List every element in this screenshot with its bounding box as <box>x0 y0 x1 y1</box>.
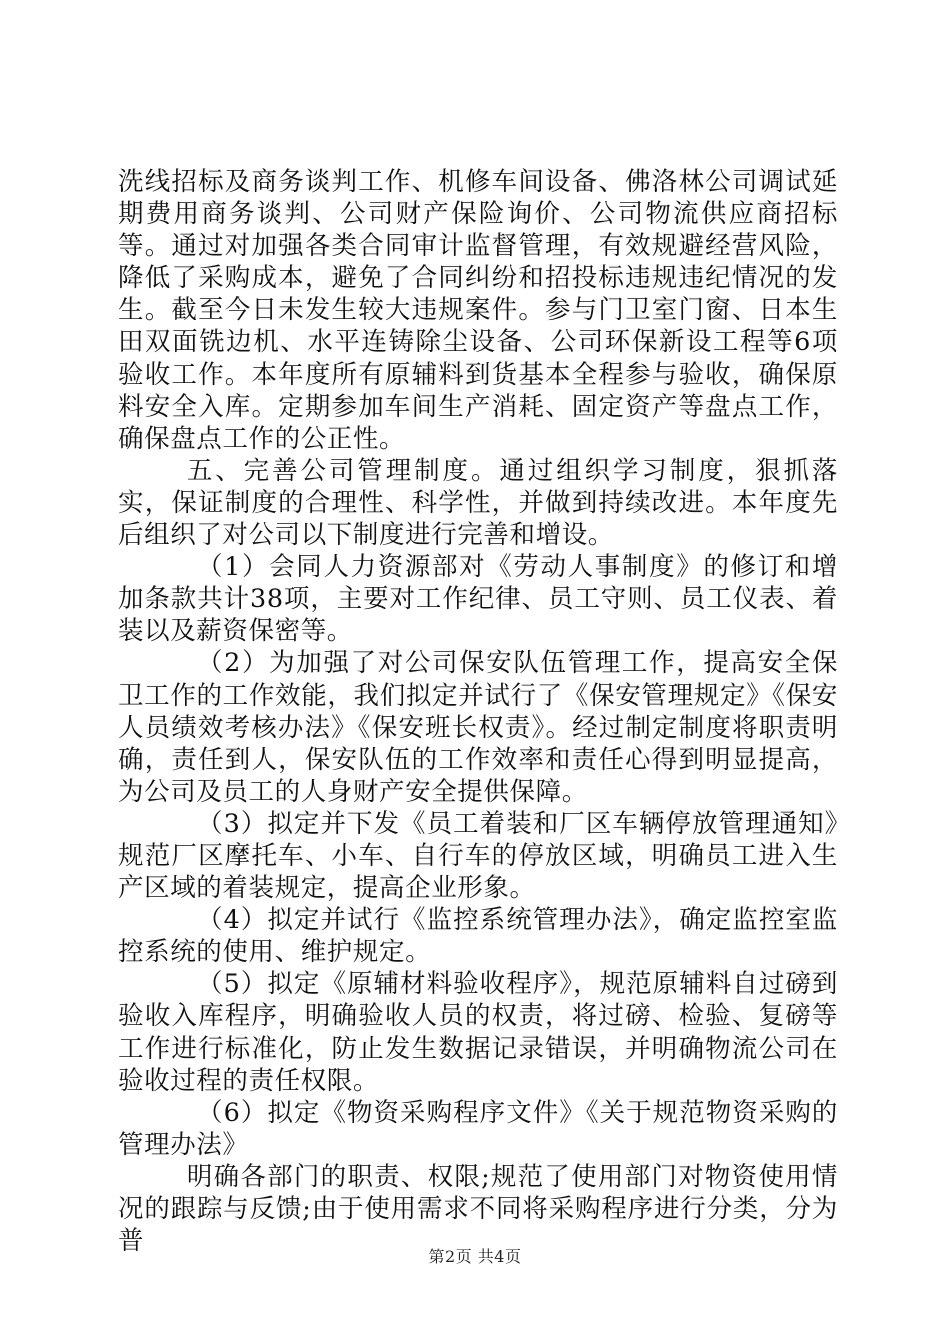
paragraph-item-6-detail: 明确各部门的职责、权限;规范了使用部门对物资使用情况的跟踪与反馈;由于使用需求不同将采购程序进行分类，分为普 <box>118 1161 838 1257</box>
document-body <box>118 166 838 1257</box>
paragraph-item-3: （3）拟定并下发《员工着装和厂区车辆停放管理通知》规范厂区摩托车、小车、自行车的停放区域，明确员工进入生产区域的着装规定，提高企业形象。 <box>118 808 838 904</box>
paragraph-item-4: （4）拟定并试行《监控系统管理办法》，确定监控室监控系统的使用、维护规定。 <box>118 905 838 968</box>
paragraph-section-five: 五、完善公司管理制度。通过组织学习制度，狠抓落实，保证制度的合理性、科学性，并做到持续改进。本年度先后组织了对公司以下制度进行完善和增设。 <box>118 455 838 551</box>
paragraph-item-1: （1）会同人力资源部对《劳动人事制度》的修订和增加条款共计38项，主要对工作纪律、员工守则、员工仪表、着装以及薪资保密等。 <box>118 552 838 647</box>
paragraph-item-2: （2）为加强了对公司保安队伍管理工作，提高安全保卫工作的工作效能，我们拟定并试行了《保安管理规定》《保安人员绩效考核办法》《保安班长权责》。经过制定制度将职责明确，责任到人，保安队伍的工作效率和责任心得到明显提高，为公司及员工的人身财产安全提供保障。 <box>118 648 838 807</box>
page-number-footer: 第2页 共4页 <box>428 1247 522 1266</box>
paragraph-item-5: （5）拟定《原辅材料验收程序》，规范原辅料自过磅到验收入库程序，明确验收人员的权责，将过磅、检验、复磅等工作进行标准化，防止发生数据记录错误，并明确物流公司在验收过程的责任权限。 <box>118 969 838 1096</box>
paragraph-item-6: （6）拟定《物资采购程序文件》《关于规范物资采购的管理办法》 <box>118 1097 838 1160</box>
paragraph-continuation: 洗线招标及商务谈判工作、机修车间设备、佛洛林公司调试延期费用商务谈判、公司财产保险询价、公司物流供应商招标等。通过对加强各类合同审计监督管理，有效规避经营风险，降低了采购成本，避免了合同纠纷和招投标违规违纪情况的发生。截至今日未发生较大违规案件。参与门卫室门窗、日本生田双面铣边机、水平连铸除尘设备、公司环保新设工程等6项验收工作。本年度所有原辅料到货基本全程参与验收，确保原料安全入库。定期参加车间生产消耗、固定资产等盘点工作，确保盘点工作的公正性。 <box>118 167 838 454</box>
